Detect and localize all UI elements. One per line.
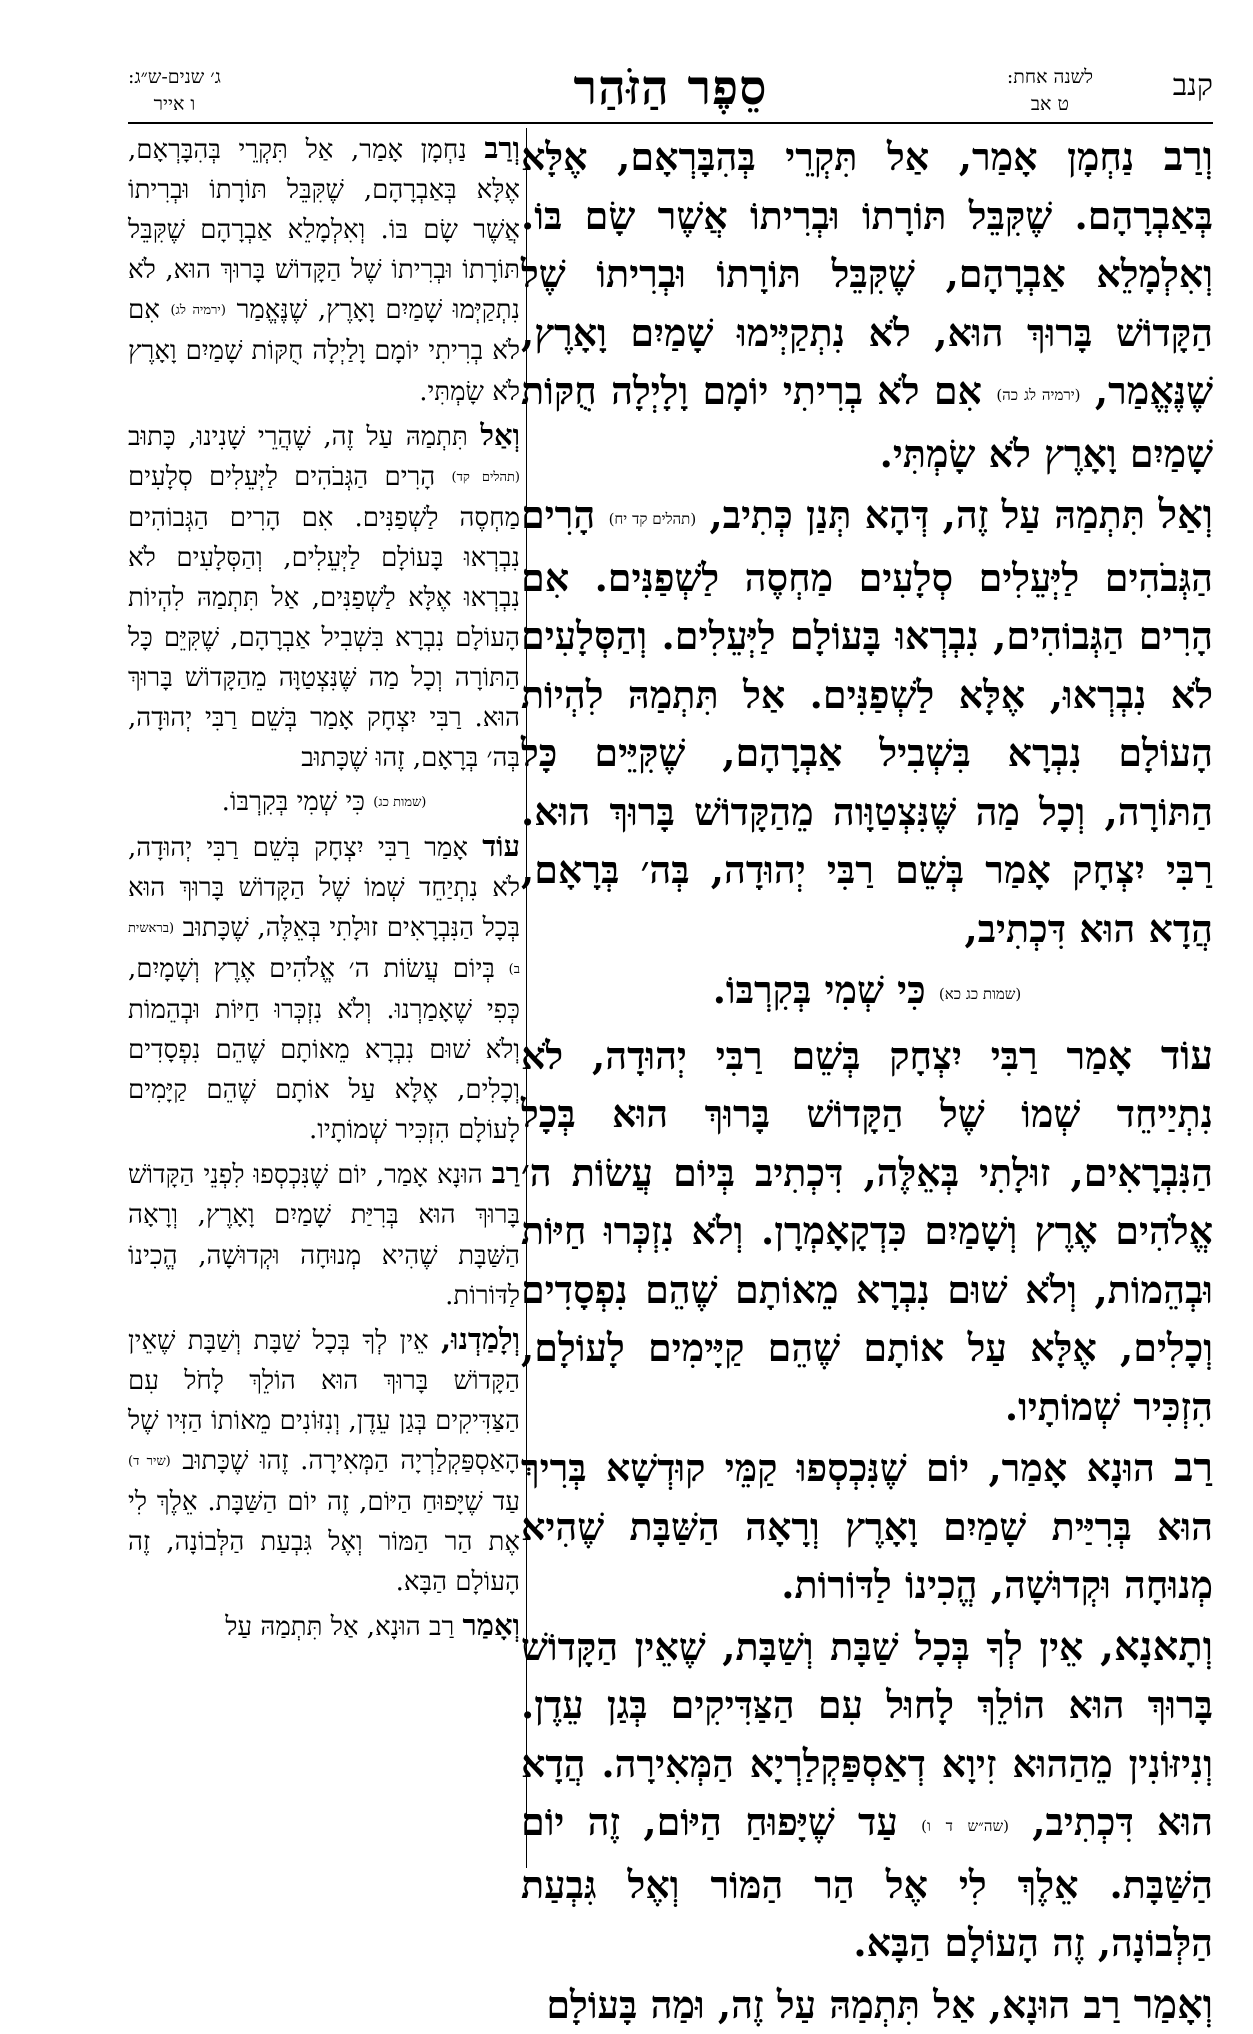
side-paragraph <box>128 1153 520 1315</box>
paragraph-text-cont: אִם לֹא בְרִיתִי יוֹמָם וָלָיְלָה חֻקּוֹת שָׁמַיִם וָאָרֶץ לֹא שָׂמְתִּי. <box>521 368 1213 476</box>
verse-reference: (שמות כג) <box>373 795 426 810</box>
side-paragraph <box>128 128 520 412</box>
page-number: קנב <box>1173 68 1213 103</box>
paragraph-text: תִּתְמַהּ עַל זֶה, שֶׁהֲרֵי שָׁנִינוּ, כָּתוּב <box>128 422 468 452</box>
paragraph-lead-word: וְרַב <box>484 131 520 165</box>
side-paragraph <box>128 1319 520 1603</box>
schedule-three-years-date: ו אייר <box>128 91 221 118</box>
verse-reference: (בראשית ב) <box>128 921 520 977</box>
main-paragraph <box>521 128 1213 483</box>
paragraph-text-cont: כִּי שְׁמִי בְּקִרְבּוֹ. <box>713 967 926 1012</box>
verse-reference: (שמות כג כא) <box>939 985 1021 1003</box>
paragraph-text-cont: בְּיוֹם עֲשׂוֹת ה׳ אֱלֹהִים אֶרֶץ וְשָׁמָיִם, כְּפִי שֶׁאָמַרְנוּ. וְלֹא נִזְכְּרוּ חַיּוֹת וּבְהֵמוֹת וְלֹא שׁוּם נִבְרָא מֵאוֹתָם שֶׁהֵם נִפְסָדִים וְכָלִים, אֶלָּא עַל אוֹתָם שֶׁהֵם קַיָּמִים לָעוֹלָם הִזְכִּיר שְׁמוֹתָיו. <box>128 954 520 1145</box>
main-paragraph <box>521 1439 1213 1615</box>
paragraph-text: רַב הוּנָא, אַל תִּתְמַהּ עַל <box>225 1612 454 1642</box>
paragraph-text: רַב הוּנָא, אַל תִּתְמַהּ עַל זֶה, וּמַה בָּעוֹלָם <box>546 1982 1120 2027</box>
side-paragraph <box>128 826 520 1151</box>
main-paragraph <box>521 486 1213 958</box>
paragraph-lead-word: רַב <box>1174 1444 1213 1491</box>
paragraph-lead-word: וְאַל <box>1158 491 1213 538</box>
side-paragraph <box>128 1605 520 1647</box>
verse-reference: (תהלים קד יח) <box>609 510 697 528</box>
paragraph-text: הוּנָא אָמַר, יוֹם שֶׁנִּכְסְפוּ קַמֵּי קוּדְשָׁא בְּרִיךְ הוּא בְּרִיַּית שָׁמַיִם וָאָרֶץ וְרָאָה הַשַּׁבָּת שֶׁהִיא מְנוּחָה וּקְדוּשָׁה, הֱכִינוֹ לַדּוֹרוֹת. <box>521 1445 1213 1607</box>
main-paragraph <box>521 1976 1213 2034</box>
column-divider <box>526 128 527 1868</box>
paragraph-lead-word: וְאַל <box>480 418 520 452</box>
verse-reference: (שיר ד) <box>128 1454 171 1469</box>
paragraph-lead-word: עוֹד <box>1161 1032 1213 1079</box>
paragraph-lead-word: וְרַב <box>1164 133 1213 180</box>
page-header <box>128 60 1213 122</box>
paragraph-text: נַחְמָן אָמַר, אַל תִּקְרֵי בְּהִבָּרְאָם, אֶלָּא בְּאַבְרָהָם. שֶׁקִּבֵּל תּוֹרָתוֹ וּבְרִיתוֹ אֲשֶׁר שָׂם בּוֹ. וְאִלְמָלֵא אַבְרָהָם, שֶׁקִּבֵּל תּוֹרָתוֹ וּבְרִיתוֹ שֶׁל הַקָּדוֹשׁ בָּרוּךְ הוּא, לֹא נִתְקַיְּימוּ שָׁמַיִם וָאָרֶץ, שֶׁנֶּאֱמַר, <box>521 134 1213 413</box>
paragraph-text: אֵין לְךָ בְּכָל שַׁבָּת וְשַׁבָּת שֶׁאֵין הַקָּדוֹשׁ בָּרוּךְ הוּא הוֹלֵךְ לָחֹל עִם הַצַּדִּיקִים בְּגַן עֵדֶן, וְנִזּוֹנִים מֵאוֹתוֹ הַזִּיו שֶׁל הָאַסְפַּקְלַרְיָה הַמְּאִירָה. זֶהוּ שֶׁכָּתוּב <box>128 1326 520 1476</box>
paragraph-text-cont: הָרִים הַגְּבֹהִים לַיְּעֵלִים סְלָעִים מַחְסֶה לַשְׁפַנִּים. אִם הָרִים הַגְּבוֹהִים, נִבְרְאוּ בָּעוֹלָם לַיְּעֵלִים. וְהַסְּלָעִים לֹא נִבְרְאוּ, אֶלָּא לַשְׁפַנִּים. אַל תִּתְמַהּ לִהְיוֹת הָעוֹלָם נִבְרָא בִּשְׁבִיל אַבְרָהָם, שֶׁקִּיֵּים כָּל הַתּוֹרָה, וְכָל מַה שֶּׁנִּצְטַוָּוה מֵהַקָּדוֹשׁ בָּרוּךְ הוּא. רַבִּי יִצְחָק אָמַר בְּשֵׁם רַבִּי יְהוּדָה, בְּה׳ בְּרָאָם, הֲדָא הוּא דִּכְתִיב, <box>521 492 1213 951</box>
paragraph-text-cont: הָרִים הַגְּבֹהִים לַיְּעֵלִים סְלָעִים מַחְסֶה לַשְׁפַנִּים. אִם הָרִים הַגְּבוֹהִים נִבְרְאוּ בָּעוֹלָם לַיְּעֵלִים, וְהַסְּלָעִים לֹא נִבְרְאוּ אֶלָּא לַשְׁפַנִּים, אַל תִּתְמַהּ לִהְיוֹת הָעוֹלָם נִבְרָא בִּשְׁבִיל אַבְרָהָם, שֶׁקִּיֵּם כָּל הַתּוֹרָה וְכָל מַה שֶּׁנִּצְטַוָּה מֵהַקָּדוֹשׁ בָּרוּךְ הוּא. רַבִּי יִצְחָק אָמַר בְּשֵׁם רַבִּי יְהוּדָה, בְּה׳ בְּרָאָם, זֶהוּ שֶׁכָּתוּב <box>128 462 520 774</box>
schedule-one-year-label: לשנה אחת: <box>1007 64 1093 91</box>
paragraph-lead-word: רַב <box>492 1156 520 1190</box>
paragraph-lead-word: וְתָאנָא, <box>1100 1623 1213 1670</box>
schedule-three-years-label: ג׳ שנים-ש״ג: <box>128 64 221 91</box>
verse-reference: (תהלים קד) <box>452 470 521 485</box>
header-rule <box>128 122 1213 124</box>
paragraph-text: תִּתְמַהּ עַל זֶה, דְּהָא תְּנַן כְּתִיב, <box>710 492 1145 537</box>
main-text-column <box>521 128 1213 1868</box>
paragraph-text-cont: אִם לֹא בְרִיתִי יוֹמָם וָלַיְלָה חֻקּוֹת שָׁמַיִם וָאָרֶץ לֹא שָׂמְתִּי. <box>128 295 520 406</box>
paragraph-lead-word: וְלָמַדְנוּ, <box>441 1322 520 1356</box>
paragraph-lead-word: עוֹד <box>482 829 520 863</box>
verse-reference: (ירמיה לג כה) <box>996 386 1080 404</box>
paragraph-text-cont: כִּי שְׁמִי בְּקִרְבּוֹ. <box>222 787 365 817</box>
side-paragraph <box>128 415 520 779</box>
paragraph-text-cont: עַד שֶׁיָּפוּחַ הַיּוֹם, זֶה יוֹם הַשַּׁבָּת. אֵלֶךְ לִי אֶל הַר הַמּוֹר וְאֶל גִּבְעַת הַלְּבוֹנָה, זֶה הָעוֹלָם הַבָּא. <box>521 1799 1213 1965</box>
paragraph-text: אָמַר רַבִּי יִצְחָק בְּשֵׁם רַבִּי יְהוּדָה, לֹא נִתְיַחֵד שְׁמוֹ שֶׁל הַקָּדוֹשׁ בָּרוּךְ הוּא בְּכָל הַנִּבְרָאִים זוּלָתִי בְּאֵלֶּה, שֶׁכָּתוּב <box>128 833 520 943</box>
paragraph-text: אָמַר רַבִּי יִצְחָק בְּשֵׁם רַבִּי יְהוּדָה, לֹא נִתְיַיחֵד שְׁמוֹ שֶׁל הַקָּדוֹשׁ בָּרוּךְ הוּא בְּכָל הַנִּבְרָאִים, זוּלָתִי בְּאֵלֶּה, דִּכְתִיב בְּיוֹם עֲשׂוֹת ה׳ אֱלֹהִים אֶרֶץ וְשָׁמַיִם כִּדְקָאָמְרָן. וְלֹא נִזְכְּרוּ חַיּוֹת וּבְהֵמוֹת, וְלֹא שׁוּם נִבְרָא מֵאוֹתָם שֶׁהֵם נִפְסָדִים וְכָלִים, אֶלָּא עַל אוֹתָם שֶׁהֵם קַיָּימִים לָעוֹלָם, הִזְכִּיר שְׁמוֹתָיו. <box>521 1033 1213 1429</box>
schedule-one-year-date: ט אב <box>1007 91 1093 118</box>
paragraph-text: נַחְמָן אָמַר, אַל תִּקְרֵי בְּהִבָּרְאָם, אֶלָּא בְּאַבְרָהָם, שֶׁקִּבֵּל תּוֹרָתוֹ וּבְרִיתוֹ אֲשֶׁר שָׂם בּוֹ. וְאִלְמָלֵא אַבְרָהָם שֶׁקִּבֵּל תּוֹרָתוֹ וּבְרִיתוֹ שֶׁל הַקָּדוֹשׁ בָּרוּךְ הוּא, לֹא נִתְקַיְּמוּ שָׁמַיִם וָאָרֶץ, שֶׁנֶּאֱמַר <box>128 135 520 325</box>
verse-reference: (שה״ש ד ו) <box>921 1817 1009 1835</box>
paragraph-lead-word: וְאָמַר <box>463 1608 520 1642</box>
paragraph-lead-word: וְאָמַר <box>1134 1981 1213 2028</box>
side-paragraph-centered <box>128 782 520 823</box>
main-paragraph <box>521 1027 1213 1437</box>
translation-column <box>128 128 520 1868</box>
verse-reference: (ירמיה לג) <box>170 303 225 318</box>
book-title: סֵפֶר הַזֹּהַר <box>128 60 1213 116</box>
paragraph-text: אֵין לְךָ בְּכָל שַׁבָּת וְשַׁבָּת, שֶׁאֵין הַקָּדוֹשׁ בָּרוּךְ הוּא הוֹלֵךְ לָחוּל עִם הַצַּדִּיקִים בְּגַן עֵדֶן. וְנִיזּוֹנִין מֵהַהוּא זִיוָא דְאַסְפַּקְלַרְיָא הַמְּאִירָה. הֲדָא הוּא דִּכְתִיב, <box>521 1624 1213 1845</box>
paragraph-text: הוּנָא אָמַר, יוֹם שֶׁנִּכְסְפוּ לִפְנֵי הַקָּדוֹשׁ בָּרוּךְ הוּא בְּרִיַּת שָׁמַיִם וָאָרֶץ, וְרָאָה הַשַּׁבָּת שֶׁהִיא מְנוּחָה וּקְדוּשָׁה, הֱכִינוֹ לַדּוֹרוֹת. <box>128 1160 520 1310</box>
schedule-three-years <box>128 64 221 118</box>
paragraph-text-cont: עַד שֶׁיָּפוּחַ הַיּוֹם, זֶה יוֹם הַשַּׁבָּת. אֵלֶךְ לִי אֶת הַר הַמּוֹר וְאֶל גִּבְעַת הַלְּבוֹנָה, זֶה הָעוֹלָם הַבָּא. <box>128 1487 520 1597</box>
main-paragraph-centered <box>521 961 1213 1024</box>
main-paragraph <box>521 1618 1213 1973</box>
